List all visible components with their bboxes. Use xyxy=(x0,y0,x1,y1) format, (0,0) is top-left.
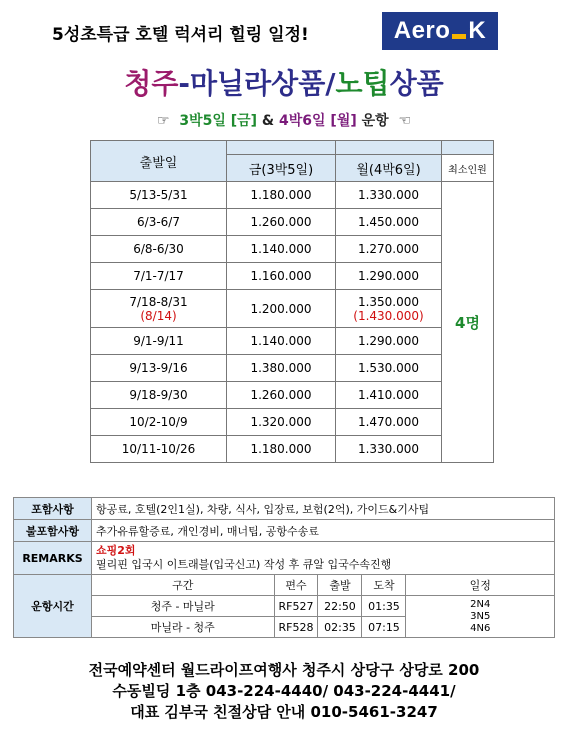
footer-line3: 대표 김부국 친절상담 안내 010-5461-3247 xyxy=(130,703,438,721)
flight-arrive: 07:15 xyxy=(362,617,406,638)
schedule-table xyxy=(90,140,494,463)
flight-route: 마닐라 - 청주 xyxy=(92,617,274,638)
itinerary-cell xyxy=(406,596,554,638)
header-tagline: 5성초특급 호텔 럭셔리 힐링 일정! xyxy=(52,25,309,45)
fri-price: 1.140.000 xyxy=(227,328,336,355)
mon-price: 1.270.000 xyxy=(336,236,442,263)
page-subtitle xyxy=(0,110,568,130)
footer-line1: 전국예약센터 월드라이프여행사 청주시 상당구 상당로 200 xyxy=(88,661,480,679)
mon-price: 1.290.000 xyxy=(336,263,442,290)
logo-dash-icon xyxy=(452,34,466,39)
remarks-row xyxy=(14,542,555,575)
mon-price: 1.450.000 xyxy=(336,209,442,236)
table-row xyxy=(91,290,494,328)
date-cell xyxy=(91,290,227,328)
table-row xyxy=(91,382,494,409)
subtitle-amp: & xyxy=(261,113,275,129)
hand-left-icon: ☜ xyxy=(398,113,411,129)
fri-price: 1.180.000 xyxy=(227,182,336,209)
table-row xyxy=(91,209,494,236)
excluded-row xyxy=(14,520,555,542)
remarks-shop: 쇼핑2회 xyxy=(96,544,136,557)
flight-depart: 02:35 xyxy=(318,617,362,638)
included-row xyxy=(14,498,555,520)
excluded-text: 추가유류할증료, 개인경비, 매너팁, 공항수송료 xyxy=(92,520,555,542)
mon-price-value: 1.350.000 xyxy=(357,294,420,309)
flight-data-row xyxy=(92,596,554,617)
logo-text-right: K xyxy=(468,17,487,44)
itinerary-line: 4N6 xyxy=(470,622,491,634)
flight-header-depart: 출발 xyxy=(318,575,362,596)
fri-price: 1.140.000 xyxy=(227,236,336,263)
fri-price: 1.160.000 xyxy=(227,263,336,290)
flight-depart: 22:50 xyxy=(318,596,362,617)
table-row xyxy=(91,328,494,355)
itinerary-line: 3N5 xyxy=(470,610,491,622)
header-date: 출발일 xyxy=(91,141,227,182)
date-cell: 6/3-6/7 xyxy=(91,209,227,236)
date-cell: 10/11-10/26 xyxy=(91,436,227,463)
table-row xyxy=(91,236,494,263)
schedule-header-row xyxy=(91,141,494,155)
fri-price: 1.200.000 xyxy=(227,290,336,328)
date-cell: 10/2-10/9 xyxy=(91,409,227,436)
date-cell: 9/1-9/11 xyxy=(91,328,227,355)
flight-route: 청주 - 마닐라 xyxy=(92,596,274,617)
flight-header-row xyxy=(92,575,554,596)
date-cell: 7/1-7/17 xyxy=(91,263,227,290)
flight-cell xyxy=(92,575,555,638)
included-label: 포함사항 xyxy=(14,498,92,520)
mon-price: 1.330.000 xyxy=(336,436,442,463)
mon-price: 1.290.000 xyxy=(336,328,442,355)
header-min: 최소인원 xyxy=(442,155,494,182)
flight-header-arrive: 도착 xyxy=(362,575,406,596)
flight-header-itinerary: 일정 xyxy=(406,575,554,596)
footer-line2: 수동빌딩 1층 043-224-4440/ 043-224-4441/ xyxy=(112,682,456,700)
remarks-cell xyxy=(92,542,555,575)
title-suffix: 상품 xyxy=(389,67,444,100)
flight-table xyxy=(92,575,554,637)
header-mon: 월(4박6일) xyxy=(336,155,442,182)
remarks-label: REMARKS xyxy=(14,542,92,575)
title-city: 청주 xyxy=(124,67,179,100)
flight-row xyxy=(14,575,555,638)
remarks-text: 필리핀 입국시 이트래블(입국신고) 작성 후 큐알 입국수속진행 xyxy=(96,558,392,571)
mon-price-note: (1.430.000) xyxy=(353,308,424,323)
flight-arrive: 01:35 xyxy=(362,596,406,617)
fri-price: 1.380.000 xyxy=(227,355,336,382)
footer-contact xyxy=(0,660,568,723)
itinerary-line: 2N4 xyxy=(470,598,491,610)
flight-header-route: 구간 xyxy=(92,575,274,596)
table-row xyxy=(91,182,494,209)
excluded-label: 불포함사항 xyxy=(14,520,92,542)
subtitle-part2: 4박6일 [월] xyxy=(279,113,357,129)
fri-price: 1.180.000 xyxy=(227,436,336,463)
mon-price: 1.530.000 xyxy=(336,355,442,382)
mon-price xyxy=(336,290,442,328)
table-row xyxy=(91,409,494,436)
fri-price: 1.260.000 xyxy=(227,209,336,236)
table-row xyxy=(91,436,494,463)
date-range: 7/18-8/31 xyxy=(129,294,188,309)
date-cell: 9/18-9/30 xyxy=(91,382,227,409)
flight-number: RF527 xyxy=(274,596,318,617)
title-sep: -마닐라상품/ xyxy=(178,67,336,100)
included-text: 항공료, 호텔(2인1실), 차량, 식사, 입장료, 보험(2억), 가이드&기사팁 xyxy=(92,498,555,520)
fri-price: 1.320.000 xyxy=(227,409,336,436)
min-people: 4명 xyxy=(442,182,494,463)
aerok-logo xyxy=(382,12,498,50)
flight-label: 운항시간 xyxy=(14,575,92,638)
title-notip: 노팁 xyxy=(335,67,390,100)
date-note: (8/14) xyxy=(140,308,177,323)
date-cell: 6/8-6/30 xyxy=(91,236,227,263)
date-cell: 9/13-9/16 xyxy=(91,355,227,382)
header-fri: 금(3박5일) xyxy=(227,155,336,182)
subtitle-tail: 운항 xyxy=(361,113,389,129)
flight-header-flight: 편수 xyxy=(274,575,318,596)
date-cell: 5/13-5/31 xyxy=(91,182,227,209)
info-table xyxy=(13,497,555,638)
mon-price: 1.410.000 xyxy=(336,382,442,409)
page-title xyxy=(0,62,568,102)
hand-right-icon: ☞ xyxy=(157,113,170,129)
subtitle-part1: 3박5일 [금] xyxy=(179,113,258,129)
logo-text-left: Aero xyxy=(393,17,451,44)
mon-price: 1.470.000 xyxy=(336,409,442,436)
table-row xyxy=(91,263,494,290)
fri-price: 1.260.000 xyxy=(227,382,336,409)
table-row xyxy=(91,355,494,382)
mon-price: 1.330.000 xyxy=(336,182,442,209)
flight-number: RF528 xyxy=(274,617,318,638)
